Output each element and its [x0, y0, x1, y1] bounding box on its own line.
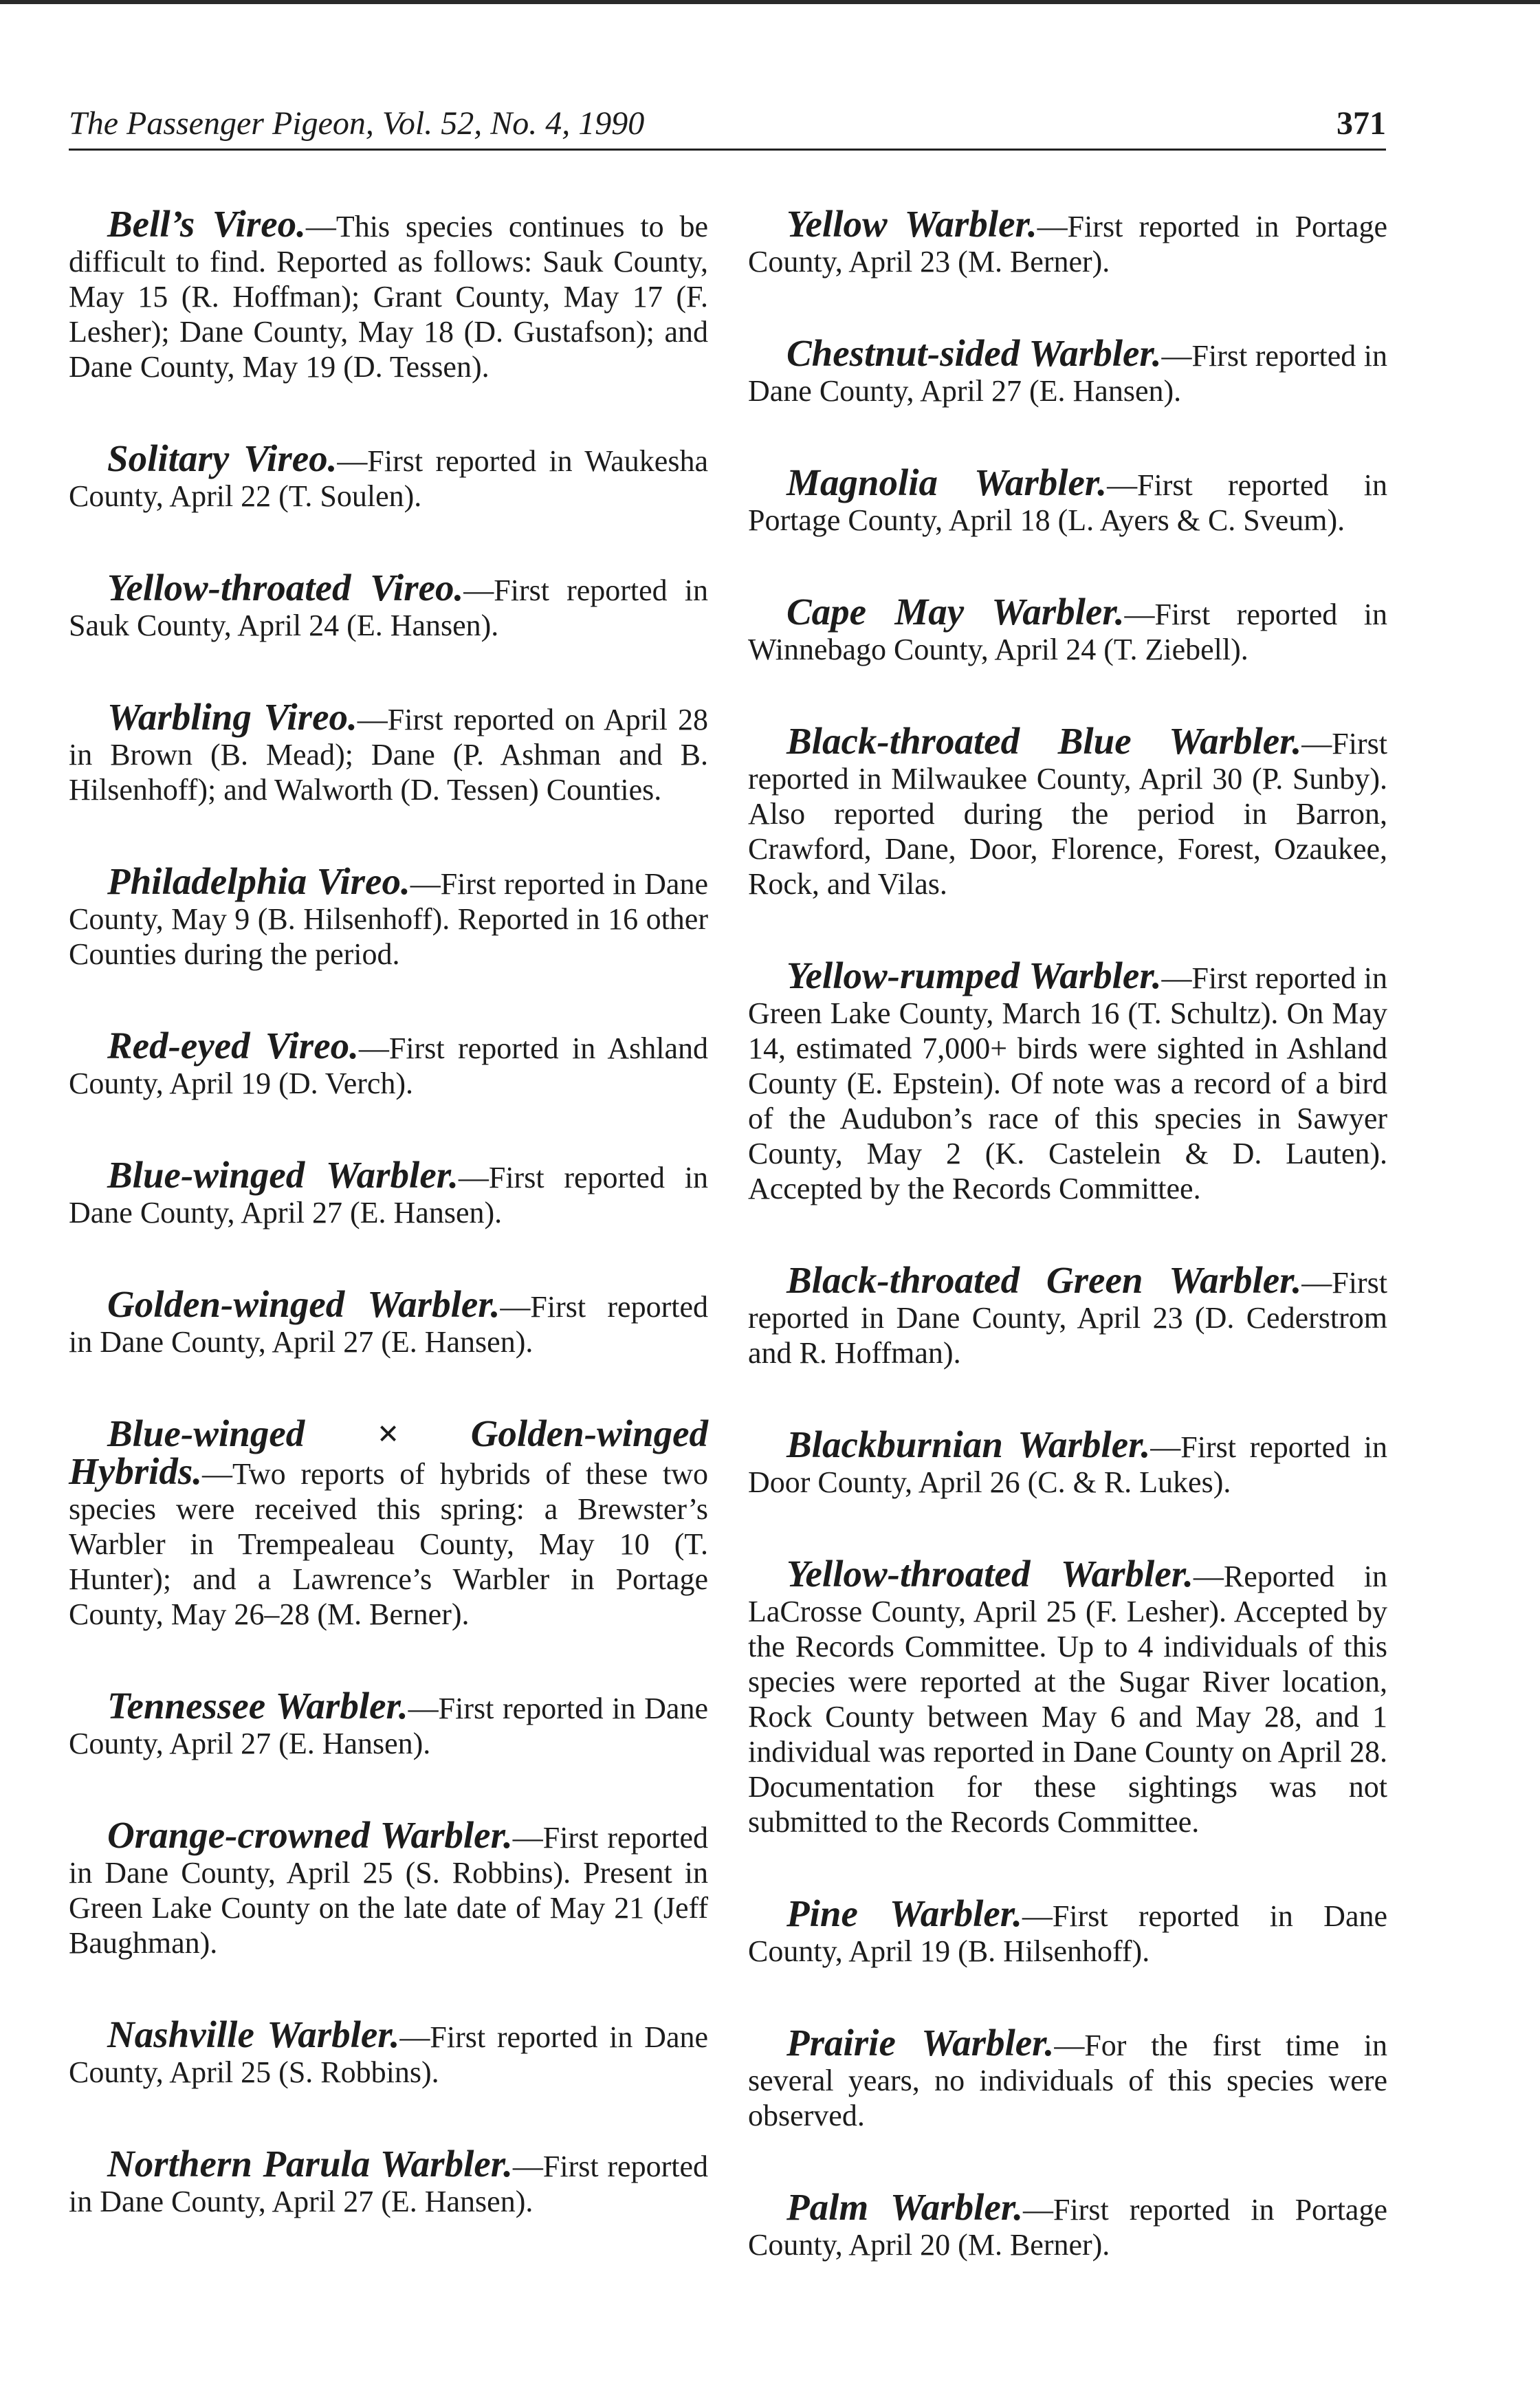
species-name: Blackburnian Warbler.	[786, 1423, 1151, 1465]
species-entry	[748, 2186, 1387, 2262]
entry-text: —For the first time in several years, no individuals of this species were observed.	[748, 2029, 1388, 2132]
species-name: Black-throated Green Warbler.	[786, 1259, 1302, 1301]
species-name: Bell’s Vireo.	[107, 203, 306, 245]
species-entry	[69, 696, 708, 807]
species-name: Palm Warbler.	[786, 2186, 1023, 2228]
entry-text: —First reported in Portage County, April 18 (L. Ayers & C. Sveum).	[748, 468, 1387, 537]
running-header	[69, 103, 1386, 151]
species-entry	[69, 1154, 708, 1230]
entry-text: —First reported in Dane County, April 27 (E. Hansen).	[69, 1692, 708, 1760]
entry-text: —First reported in Dane County, April 19 (B. Hilsenhoff).	[748, 1899, 1388, 1968]
species-name: Yellow Warbler.	[786, 203, 1037, 245]
species-entry	[69, 567, 709, 643]
species-entry	[748, 1553, 1387, 1839]
entry-text: —First reported in Sauk County, April 24 (E. Hansen).	[69, 573, 709, 642]
species-name: Philadelphia Vireo.	[107, 860, 410, 902]
species-entry	[69, 437, 708, 514]
entry-text: —First reported in Waukesha County, April 22 (T. Soulen).	[69, 444, 708, 513]
species-name: Golden-winged Warbler.	[107, 1283, 500, 1325]
species-name: Warbling Vireo.	[107, 696, 358, 738]
page-number: 371	[1336, 105, 1386, 142]
species-entry	[69, 1025, 708, 1101]
species-entry	[69, 203, 708, 384]
species-entry	[748, 1259, 1387, 1370]
entry-text: —First reported in Winnebago County, April 24 (T. Ziebell).	[748, 598, 1387, 666]
species-entry	[748, 954, 1387, 1206]
species-name: Pine Warbler.	[786, 1892, 1022, 1934]
species-name: Cape May Warbler.	[786, 591, 1125, 633]
entry-text: —Reported in LaCrosse County, April 25 (F. Lesher). Accepted by the Records Committee. Up to 4 individuals of this species were reported at the Sugar River location, Rock County between May 6 and May 28, and 1 individual was reported in Dane County on April 28. Documentation for these sightings was not submitted to the Records Committee.	[748, 1560, 1387, 1839]
species-entry	[748, 2022, 1388, 2133]
entry-text: —First reported in Door County, April 26 (C. & R. Lukes).	[748, 1430, 1387, 1499]
species-name: Black-throated Blue Warbler.	[786, 720, 1302, 762]
entry-text: —Two reports of hybrids of these two species were received this spring: a Brewster’s Warbler in Trempealeau County, May 10 (T. Hunter); and a Lawrence’s Warbler in Portage County, May 26–28 (M. Berner).	[69, 1457, 708, 1631]
entry-text: —First reported in Ashland County, April 19 (D. Verch).	[69, 1031, 708, 1100]
species-name: Magnolia Warbler.	[786, 461, 1108, 503]
species-name: Chestnut-sided Warbler.	[786, 332, 1162, 374]
species-entry	[748, 203, 1387, 279]
entry-text: —First reported in Portage County, April 23 (M. Berner).	[748, 210, 1387, 278]
entry-text: —First reported in Green Lake County, March 16 (T. Schultz). On May 14, estimated 7,000+ birds were sighted in Ashland County (E. Epstein). Of note was a record of a bird of the Audubon’s race of this species in Sawyer County, May 2 (K. Castelein & D. Lauten). Accepted by the Records Committee.	[748, 961, 1387, 1205]
species-entry	[69, 860, 708, 972]
species-name: Yellow-rumped Warbler.	[786, 954, 1162, 996]
journal-citation: The Passenger Pigeon, Vol. 52, No. 4, 1990	[69, 105, 645, 142]
entry-text: —First reported in Dane County, April 27 (E. Hansen).	[69, 1161, 708, 1230]
species-entry	[69, 1283, 708, 1359]
species-entry	[748, 1423, 1387, 1500]
species-entry	[748, 461, 1387, 538]
species-name: Tennessee Warbler.	[107, 1685, 408, 1727]
species-name: Red-eyed Vireo.	[107, 1025, 359, 1067]
species-entry	[69, 1814, 708, 1960]
species-entry	[748, 720, 1387, 902]
page-top-edge	[0, 0, 1540, 4]
species-entry	[69, 1412, 708, 1632]
species-entry	[69, 2143, 708, 2219]
species-name: Orange-crowned Warbler.	[107, 1814, 513, 1856]
entry-text: —First reported in Dane County, April 25 (S. Robbins).	[69, 2020, 709, 2089]
species-entry	[748, 1892, 1388, 1969]
entry-text: —First reported on April 28 in Brown (B. Mead); Dane (P. Ashman and B. Hilsenhoff); and Walworth (D. Tessen) Counties.	[69, 703, 708, 807]
species-entry	[69, 1685, 708, 1761]
species-name: Nashville Warbler.	[107, 2013, 400, 2055]
entry-text: —First reported in Portage County, April 20 (M. Berner).	[748, 2193, 1387, 2262]
right-column	[748, 203, 1388, 2262]
entry-text: —First reported in Dane County, April 27 (E. Hansen).	[748, 339, 1387, 408]
entry-text: —First reported in Dane County, April 27 (E. Hansen).	[69, 2150, 708, 2218]
species-name: Blue-winged Warbler.	[107, 1154, 459, 1196]
entry-text: —First reported in Milwaukee County, April 30 (P. Sunby). Also reported during the period in Barron, Crawford, Dane, Door, Florence, Forest, Ozaukee, Rock, and Vilas.	[748, 727, 1387, 901]
entry-text: —First reported in Dane County, May 9 (B. Hilsenhoff). Reported in 16 other Counties during the period.	[69, 867, 708, 971]
species-name: Prairie Warbler.	[786, 2022, 1055, 2064]
entry-text: —First reported in Dane County, April 25 (S. Robbins). Present in Green Lake County on the late date of May 21 (Jeff Baughman).	[69, 1821, 708, 1960]
species-entry	[748, 332, 1387, 408]
entry-text: —This species continues to be difficult to find. Reported as follows: Sauk County, May 15 (R. Hoffman); Grant County, May 17 (F. Lesher); Dane County, May 18 (D. Gustafson); and Dane County, May 19 (D. Tessen).	[69, 210, 708, 384]
species-name: Northern Parula Warbler.	[107, 2143, 513, 2185]
species-name: Yellow-throated Vireo.	[107, 567, 464, 609]
species-entry	[748, 591, 1387, 667]
entry-text: —First reported in Dane County, April 27 (E. Hansen).	[69, 1290, 708, 1359]
species-name: Yellow-throated Warbler.	[786, 1553, 1194, 1595]
species-entry	[69, 2013, 709, 2090]
left-column	[69, 203, 709, 2219]
species-name: Blue-winged × Golden-winged Hybrids.	[69, 1412, 708, 1492]
species-name: Solitary Vireo.	[107, 437, 338, 479]
entry-text: —First reported in Dane County, April 23 (D. Cederstrom and R. Hoffman).	[748, 1266, 1387, 1370]
